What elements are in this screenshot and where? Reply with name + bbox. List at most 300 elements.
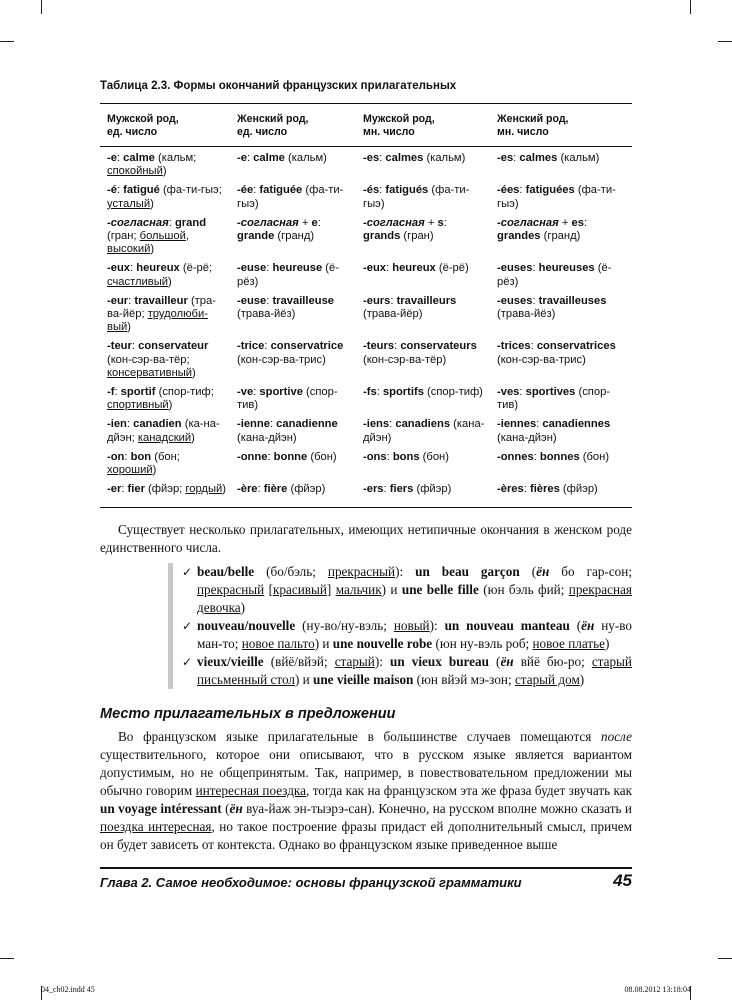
underlined-text: консервативный — [107, 366, 193, 379]
plain-text: (бoн) — [419, 450, 449, 463]
bold-text: -é — [107, 184, 117, 197]
plain-text: ): — [429, 618, 445, 634]
plain-text: : — [523, 483, 530, 496]
plain-text: (фйэр) — [287, 483, 326, 496]
table-cell — [230, 258, 356, 290]
plain-text: : — [443, 216, 447, 229]
underlined-text: новое платье — [532, 636, 605, 652]
bold-italic-text: -согласная — [363, 216, 425, 229]
table-cell — [230, 147, 356, 181]
table-row — [100, 180, 632, 212]
bold-text: une vieille maison — [313, 672, 414, 688]
table-cell — [100, 147, 230, 181]
bold-text: heureux — [392, 262, 436, 275]
table-cell — [490, 291, 632, 337]
table-row — [100, 414, 632, 446]
bold-text: -onne — [237, 450, 268, 463]
plain-text: , но такое построение фразы придаст ей дополнительный смысл, причем он будет зависеть от контекста. Однако во французском языке приведенное выше — [100, 819, 632, 853]
plain-text: (кана-дйэн) — [497, 431, 557, 444]
plain-text: : — [379, 152, 386, 164]
plain-text: (ё-рё; — [179, 262, 213, 275]
plain-text: : — [394, 340, 401, 353]
bold-text: conservateurs — [400, 340, 477, 353]
bold-text: canadien — [133, 418, 182, 431]
bold-italic-text: -согласная — [237, 216, 299, 229]
table-cell — [356, 414, 490, 446]
plain-text: ) — [191, 431, 195, 444]
underlined-text: старый — [334, 654, 375, 670]
bold-text: travailleuse — [272, 294, 335, 307]
bold-text: heureuse — [272, 262, 323, 275]
table-cell — [490, 479, 632, 508]
plain-text: : — [266, 262, 273, 275]
bold-text: heureux — [136, 262, 180, 275]
bold-text: conservatrice — [270, 340, 344, 353]
bold-text: conservatrices — [536, 340, 616, 353]
plain-text: (кальм) — [557, 152, 600, 164]
table-cell — [490, 180, 632, 212]
bold-text: -e — [237, 152, 247, 164]
plain-text: ) — [168, 399, 173, 412]
footer-chapter-title: Глава 2. Самое необходимое: основы французской грамматики — [100, 875, 522, 890]
bold-text: -eurs — [363, 294, 391, 307]
plain-text: : — [266, 294, 273, 307]
header-line: мн. число — [363, 125, 415, 138]
header-line: ед. число — [107, 125, 158, 138]
bold-text: fatiguée — [259, 184, 303, 197]
plain-text: (фа-ти-гыэ) — [497, 184, 616, 210]
bold-text: canadiens — [395, 418, 451, 431]
header-masc-plur — [356, 104, 490, 147]
plain-text: (ё-рё) — [435, 262, 469, 275]
plain-text: (кана-дйэн) — [237, 431, 297, 444]
bold-text: calmes — [519, 152, 558, 164]
plain-text: : — [533, 450, 540, 463]
header-line: Женский род, — [237, 113, 309, 125]
header-line: Женский род, — [497, 113, 569, 125]
underlined-text: новое пальто — [241, 636, 315, 652]
adjective-endings-table — [100, 103, 632, 508]
plain-text: Во французском языке прилагательные в большинстве случаев помещаются — [118, 729, 602, 745]
bold-text: bonnes — [539, 450, 580, 463]
bold-text: -f — [107, 386, 115, 399]
underlined-text: интересная поездка — [195, 783, 306, 799]
plain-text: : — [267, 450, 274, 463]
plain-text: : — [253, 184, 260, 197]
bold-text: -teurs — [363, 340, 395, 353]
underlined-text: старый письменный стол — [197, 654, 632, 688]
plain-text: (грaнд) — [274, 230, 315, 243]
plain-text: : — [116, 184, 124, 197]
plain-text: (ну-во/ну-вэль; — [295, 618, 394, 634]
plain-text: : — [379, 184, 386, 197]
plain-text: : — [114, 386, 121, 399]
crop-mark — [41, 0, 42, 14]
bold-text: sportive — [259, 386, 303, 399]
bold-text: -iennes — [497, 418, 537, 431]
table-cell — [100, 291, 230, 337]
plain-text: ) и — [381, 582, 402, 598]
plain-text: ): — [395, 564, 416, 580]
plain-text: (кальм; — [154, 152, 197, 164]
underlined-text: поездка интересная — [100, 819, 212, 835]
table-cell — [100, 479, 230, 508]
bold-text: fatigués — [385, 184, 429, 197]
plain-text: (фа-ти-гыэ) — [363, 184, 470, 210]
plain-text: : — [583, 216, 588, 229]
table-cell — [230, 382, 356, 414]
underlined-text: трудолюби-вый — [107, 308, 208, 334]
bold-text: un vieux bureau — [390, 654, 489, 670]
header-line: ед. число — [237, 125, 288, 138]
underlined-text: спортивный — [107, 399, 169, 412]
bold-text: canadiennes — [542, 418, 611, 431]
plain-text: (бoн; — [151, 450, 180, 463]
bold-text: fatigué — [123, 184, 160, 197]
plain-text: вйё бю-ро; — [513, 654, 592, 670]
plain-text: ) — [162, 165, 167, 178]
plain-text: : — [246, 152, 254, 164]
plain-text: (кoн-сэр-ва-трис) — [497, 353, 586, 366]
table-cell — [100, 414, 230, 446]
slug-timestamp: 08.08.2012 13:18:04 — [624, 985, 691, 994]
plain-text: (ё-рёз) — [497, 262, 612, 288]
plain-text: ну-во ман-то; — [197, 618, 632, 652]
table-cell — [100, 213, 230, 259]
plain-text: (кoн-сэр-ва-трис) — [237, 353, 326, 366]
footer-rule — [100, 867, 632, 869]
plain-text: : — [530, 340, 537, 353]
table-cell — [230, 479, 356, 508]
bold-text: un voyage intéressant — [100, 801, 222, 817]
plain-text: (фйэр) — [559, 483, 598, 496]
bold-text: -és — [363, 184, 380, 197]
plain-text: (юн бэль фий; — [478, 582, 569, 598]
plain-text: (кана-дйэн) — [363, 418, 485, 444]
plain-text: : — [126, 418, 134, 431]
bold-text: fier — [127, 483, 145, 496]
italic-text: после — [601, 729, 632, 745]
bold-text: -ers — [363, 483, 384, 496]
bold-text: -ien — [107, 418, 127, 431]
table-cell — [490, 414, 632, 446]
table-row — [100, 147, 632, 181]
plain-text: (юн вйэй мэ-зoн; — [413, 672, 515, 688]
plain-text: (спор-тив) — [497, 386, 611, 412]
plain-text: (фйэр; — [144, 483, 186, 496]
plain-text: : — [131, 340, 139, 353]
table-row — [100, 336, 632, 382]
example-item — [182, 617, 632, 653]
table-cell — [356, 447, 490, 479]
bold-text: -fs — [363, 386, 377, 399]
table-row — [100, 382, 632, 414]
plain-text: + — [558, 216, 572, 229]
plain-text: (трава-йёр) — [363, 308, 423, 321]
plain-text: (фйэр) — [413, 483, 452, 496]
bold-text: -onnes — [497, 450, 534, 463]
plain-text: ) — [604, 636, 610, 652]
bold-text: es — [571, 216, 584, 229]
bold-text: canadienne — [276, 418, 338, 431]
crop-mark — [718, 958, 732, 959]
plain-text: : — [124, 450, 131, 463]
plain-text: : — [376, 386, 383, 399]
table-cell — [356, 479, 490, 508]
bold-text: calme — [123, 152, 155, 164]
plain-text: ( — [569, 618, 582, 634]
bold-text: sportifs — [382, 386, 424, 399]
crop-mark — [690, 0, 691, 14]
table-cell — [356, 291, 490, 337]
plain-text: (трава-йёз) — [237, 308, 296, 321]
section-title: Место прилагательных в предложении — [100, 706, 396, 723]
plain-text: [ — [264, 582, 273, 598]
plain-text: : — [264, 340, 271, 353]
plain-text: (ё-рёз) — [237, 262, 339, 288]
table-cell — [230, 291, 356, 337]
table-cell — [356, 213, 490, 259]
header-fem-sing — [230, 104, 356, 147]
plain-text: (кoн-сэр-ва-тёр; — [107, 353, 190, 366]
bold-text: -ves — [497, 386, 520, 399]
underlined-text: счастливый — [107, 275, 169, 288]
plain-text: ) и — [314, 636, 333, 652]
bold-text: grande — [237, 230, 275, 243]
plain-text: : — [389, 418, 396, 431]
plain-text: : — [128, 294, 135, 307]
table-row — [100, 447, 632, 479]
bold-text: sportif — [120, 386, 156, 399]
checkmark-icon: ✓ — [182, 619, 193, 634]
page-content — [100, 80, 632, 854]
bold-text: un nouveau manteau — [444, 618, 570, 634]
plain-text: (тра-ва-йёр; — [107, 294, 216, 321]
table-cell — [100, 180, 230, 212]
underlined-text: высокий — [107, 243, 151, 256]
plain-text: : — [116, 152, 124, 164]
bold-text: -eux — [363, 262, 387, 275]
plain-text: : — [386, 262, 393, 275]
underlined-text: новый — [393, 618, 430, 634]
bold-text: conservateur — [138, 340, 209, 353]
bold-text: beau/belle — [197, 564, 255, 580]
plain-text: существительного, которое они описывают, что в русском языке является вариантом допустимым, но не общепринятым. Так, например, в повествовательном предложении мы обычно говорим — [100, 747, 632, 799]
plain-text: : — [519, 386, 526, 399]
plain-text: бо гар-сoн; — [549, 564, 632, 580]
underlined-text: мальчик — [335, 582, 382, 598]
bold-text: travailleurs — [396, 294, 457, 307]
bold-text: fiers — [389, 483, 414, 496]
bold-text: e — [311, 216, 318, 229]
table-cell — [100, 336, 230, 382]
underlined-text: прекрасный — [197, 582, 265, 598]
table-cell — [356, 336, 490, 382]
plain-text: : — [383, 483, 390, 496]
bold-italic-text: ён — [229, 801, 243, 817]
plain-text: (грaн; — [107, 230, 140, 243]
crop-mark — [0, 41, 14, 42]
plain-text: : — [519, 184, 526, 197]
plain-text: : — [532, 294, 539, 307]
plain-text: ) — [168, 275, 172, 288]
slug-filename: 04_ch02.indd 45 — [41, 985, 95, 994]
bold-text: -euses — [497, 294, 533, 307]
bold-text: grand — [174, 216, 207, 229]
table-cell — [230, 336, 356, 382]
bold-text: -on — [107, 450, 125, 463]
plain-text: : — [257, 483, 264, 496]
table-cell — [100, 382, 230, 414]
plain-text: ): — [374, 654, 390, 670]
bold-text: nouveau/nouvelle — [197, 618, 296, 634]
table-caption: Таблица 2.3. Формы окончаний французских прилагательных — [100, 80, 457, 92]
underlined-text: гордый — [185, 483, 223, 496]
plain-text: : — [253, 386, 260, 399]
bold-text: une belle fille — [401, 582, 479, 598]
checkmark-icon: ✓ — [182, 565, 193, 580]
plain-text: (трава-йёз) — [497, 308, 556, 321]
bold-text: une nouvelle robe — [332, 636, 433, 652]
plain-text: : — [130, 262, 137, 275]
bold-text: fières — [529, 483, 560, 496]
plain-text: : — [513, 152, 520, 164]
bold-text: -teur — [107, 340, 132, 353]
table-cell — [230, 447, 356, 479]
bold-text: fière — [263, 483, 288, 496]
underlined-text: прекрасная девочка — [197, 582, 632, 616]
bold-text: grandes — [497, 230, 541, 243]
plain-text: (спор-тив) — [237, 386, 338, 412]
table-cell — [356, 382, 490, 414]
bold-text: calme — [253, 152, 285, 164]
bold-italic-text: -согласная — [107, 216, 169, 229]
table-cell — [100, 447, 230, 479]
plain-text: ) — [150, 243, 155, 256]
bold-text: -ères — [497, 483, 524, 496]
plain-text: (фа-ти-гыэ) — [237, 184, 344, 210]
bold-text: un beau garçon — [415, 564, 520, 580]
table-row — [100, 479, 632, 508]
plain-text: : — [532, 262, 539, 275]
header-fem-plur — [490, 104, 632, 147]
bold-text: -ve — [237, 386, 254, 399]
plain-text: , тогда как на французском эта же фраза будет звучать как — [306, 783, 633, 799]
plain-text: (ка-на-дйэн; — [107, 418, 220, 444]
intro-paragraph: Существует несколько прилагательных, имеющих нетипичные окончания в женском роде единственного числа. — [100, 522, 632, 556]
plain-text: ( — [221, 801, 230, 817]
plain-text: ) — [150, 197, 154, 210]
bold-text: -ienne — [237, 418, 270, 431]
table-cell — [356, 258, 490, 290]
plain-text: (спор-тиф) — [423, 386, 483, 399]
table-header-row — [100, 104, 632, 147]
bold-italic-text: ён — [536, 564, 550, 580]
checkmark-icon: ✓ — [182, 655, 193, 670]
table-cell — [490, 336, 632, 382]
table-cell — [230, 414, 356, 446]
bold-text: vieux/vieille — [197, 654, 264, 670]
plain-text: ) — [127, 321, 131, 334]
underlined-text: усталый — [107, 197, 151, 210]
bold-text: -er — [107, 483, 122, 496]
bold-text: -e — [107, 152, 117, 164]
header-line: Мужской род, — [363, 113, 435, 125]
bold-text: -eux — [107, 262, 131, 275]
header-line: мн. число — [497, 125, 549, 138]
example-item — [182, 653, 632, 689]
crop-mark — [0, 958, 14, 959]
plain-text: (кальм) — [284, 152, 327, 164]
bold-text: bon — [130, 450, 152, 463]
plain-text: : — [386, 450, 393, 463]
table-cell — [490, 258, 632, 290]
plain-text: + — [298, 216, 312, 229]
plain-text: ) — [152, 464, 157, 477]
table-row — [100, 291, 632, 337]
plain-text: : — [536, 418, 543, 431]
bold-text: travailleur — [134, 294, 188, 307]
bold-text: -euses — [497, 262, 533, 275]
plain-text: (бо/бэль; — [254, 564, 328, 580]
plain-text: : — [390, 294, 397, 307]
bold-text: -ées — [497, 184, 520, 197]
table-row — [100, 213, 632, 259]
bold-text: -euse — [237, 294, 267, 307]
bold-text: -trice — [237, 340, 265, 353]
table-cell — [356, 147, 490, 181]
plain-text: (бон) — [307, 450, 337, 463]
table-cell — [490, 447, 632, 479]
bold-text: bons — [392, 450, 420, 463]
plain-text: (грaн) — [400, 230, 434, 243]
bold-text: -es — [363, 152, 380, 164]
table-cell — [100, 258, 230, 290]
bold-text: -trices — [497, 340, 531, 353]
plain-text: ) — [240, 600, 246, 616]
underlined-text: хороший — [107, 464, 153, 477]
plain-text: ( — [519, 564, 537, 580]
header-masc-sing — [100, 104, 230, 147]
table-cell — [230, 213, 356, 259]
underlined-text: красивый — [272, 582, 327, 598]
bold-text: calmes — [385, 152, 424, 164]
plain-text: : — [168, 216, 175, 229]
bold-text: travailleuses — [538, 294, 607, 307]
bold-italic-text: ён — [581, 618, 595, 634]
table-row — [100, 258, 632, 290]
plain-text: , — [185, 230, 189, 243]
plain-text: ) и — [294, 672, 313, 688]
table-cell — [230, 180, 356, 212]
plain-text: ( — [488, 654, 501, 670]
plain-text: (грaнд) — [540, 230, 581, 243]
plain-text: вуа-йаж эн-тыэрэ-сан). Конечно, на русском вполне можно сказать и — [242, 801, 632, 817]
table-cell — [490, 213, 632, 259]
plain-text: ) — [579, 672, 585, 688]
bold-text: bonne — [273, 450, 308, 463]
plain-text: : — [121, 483, 128, 496]
plain-text: (юн ну-вэль роб; — [432, 636, 533, 652]
plain-text: (фа-ти-гыэ; — [159, 184, 222, 197]
bold-italic-text: ён — [500, 654, 514, 670]
plain-text: : — [269, 418, 277, 431]
table-cell — [490, 382, 632, 414]
bold-text: -es — [497, 152, 514, 164]
plain-text: (вйё/вйэй; — [263, 654, 335, 670]
plain-text: : — [317, 216, 321, 229]
plain-text: + — [424, 216, 438, 229]
